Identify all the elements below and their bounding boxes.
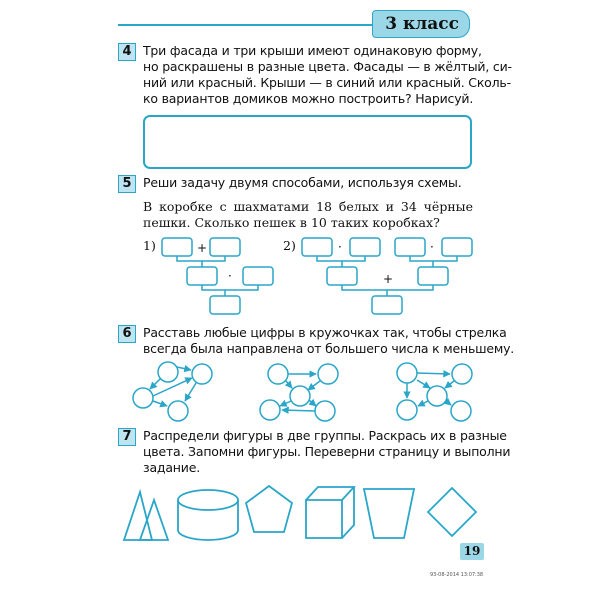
scheme-2-multiply-sign-right: · bbox=[430, 240, 434, 254]
task-5-problem-line-1: В коробке с шахматами 18 белых и 34 чёрные bbox=[143, 199, 473, 214]
graph-3-node[interactable] bbox=[397, 363, 417, 383]
scheme-2-label: 2) bbox=[283, 238, 296, 253]
graph-2-node[interactable] bbox=[290, 386, 310, 406]
graph-2-arrow bbox=[280, 401, 291, 406]
graph-3-node[interactable] bbox=[452, 364, 472, 384]
task-7-shapes bbox=[124, 486, 476, 540]
scheme-2-connector bbox=[342, 285, 387, 296]
cube-shape[interactable] bbox=[306, 487, 354, 538]
scheme-1-connector bbox=[177, 256, 202, 267]
task-4-line-3: ний или красный. Крыши — в синий или красный. Сколь- bbox=[143, 75, 511, 90]
task-5-number: 5 bbox=[118, 175, 136, 193]
graph-1-node[interactable] bbox=[158, 362, 178, 382]
graph-1-arrow bbox=[150, 379, 160, 389]
graph-3-node[interactable] bbox=[451, 401, 471, 421]
scheme-2-connector bbox=[410, 256, 433, 267]
scheme-1-box-sum[interactable] bbox=[187, 267, 217, 285]
graph-2-node[interactable] bbox=[260, 400, 280, 420]
task-4-line-1: Три фасада и три крыши имеют одинаковую форму, bbox=[143, 43, 482, 58]
rhombus-shape[interactable] bbox=[428, 488, 476, 536]
scheme-1-plus-sign: + bbox=[197, 241, 208, 255]
graph-3-arrow bbox=[445, 381, 454, 388]
task-6-line-1: Расставь любые цифры в кружочках так, чтобы стрелка bbox=[143, 325, 507, 340]
graph-1 bbox=[133, 362, 212, 421]
graph-1-node[interactable] bbox=[133, 388, 153, 408]
page-number: 19 bbox=[460, 543, 484, 560]
graph-2-node[interactable] bbox=[268, 364, 288, 384]
graph-2-node[interactable] bbox=[315, 401, 335, 421]
task-4-line-2: но раскрашены в разные цвета. Фасады — в жёлтый, си- bbox=[143, 59, 512, 74]
scheme-2-box-c[interactable] bbox=[395, 238, 425, 256]
task-7-line-1: Распредели фигуры в две группы. Раскрась их в разные bbox=[143, 428, 507, 443]
scheme-1-box-factor[interactable] bbox=[243, 267, 273, 285]
scheme-2-box-right-product[interactable] bbox=[418, 267, 448, 285]
task-4-number: 4 bbox=[118, 43, 136, 61]
graph-1-node[interactable] bbox=[168, 401, 188, 421]
scheme-1-multiply-sign: · bbox=[228, 269, 232, 283]
scheme-2-box-a[interactable] bbox=[302, 238, 332, 256]
graph-2-arrow bbox=[282, 410, 315, 411]
scheme-1-box-result[interactable] bbox=[210, 296, 240, 314]
task-7-line-3: задание. bbox=[143, 460, 200, 475]
graph-2-arrow bbox=[309, 400, 316, 406]
task-4-line-4: ко вариантов домиков можно построить? Нарисуй. bbox=[143, 91, 474, 106]
graph-2 bbox=[260, 364, 338, 421]
scheme-2-box-d[interactable] bbox=[442, 238, 472, 256]
scheme-2-box-b[interactable] bbox=[350, 238, 380, 256]
scheme-2-plus-sign: + bbox=[383, 272, 394, 286]
grade-label: 3 класс bbox=[385, 14, 459, 34]
graph-2-node[interactable] bbox=[318, 364, 338, 384]
print-info: 93-08-2014 13:07:38 bbox=[430, 572, 484, 578]
scheme-2-multiply-sign-left: · bbox=[338, 240, 342, 254]
scheme-1-box-b[interactable] bbox=[210, 238, 240, 256]
scheme-2-box-result[interactable] bbox=[372, 296, 402, 314]
task-5-intro: Реши задачу двумя способами, используя схемы. bbox=[143, 175, 462, 190]
graph-3-arrow bbox=[446, 401, 451, 405]
scheme-1-label: 1) bbox=[143, 238, 156, 253]
graph-3-node[interactable] bbox=[427, 386, 447, 406]
task-5-problem-line-2: пешки. Сколько пешек в 10 таких коробках? bbox=[143, 215, 440, 230]
task-6-line-2: всегда была направлена от большего числа к меньшему. bbox=[143, 341, 515, 356]
graph-3-arrow bbox=[418, 401, 428, 406]
scheme-2-connector bbox=[317, 256, 342, 267]
graph-3-arrow bbox=[417, 380, 430, 388]
cylinder-shape[interactable] bbox=[178, 490, 238, 540]
graph-3 bbox=[397, 363, 472, 421]
triangles-shape[interactable] bbox=[124, 492, 168, 540]
task-6-number: 6 bbox=[118, 325, 136, 343]
scheme-2-box-left-product[interactable] bbox=[327, 267, 357, 285]
graph-1-arrow bbox=[153, 401, 167, 406]
task-7-number: 7 bbox=[118, 428, 136, 446]
scheme-1-box-a[interactable] bbox=[162, 238, 192, 256]
graph-1-node[interactable] bbox=[192, 364, 212, 384]
graph-1-arrow bbox=[177, 367, 191, 370]
graph-2-arrow bbox=[308, 381, 320, 390]
trapezoid-shape[interactable] bbox=[364, 489, 414, 538]
scheme-1 bbox=[162, 238, 273, 314]
graph-1-arrow bbox=[185, 383, 196, 401]
pentagon-shape[interactable] bbox=[246, 486, 292, 532]
graph-2-arrow bbox=[286, 381, 292, 388]
graph-3-arrow bbox=[417, 373, 450, 374]
graph-3-node[interactable] bbox=[397, 400, 417, 420]
task-7-line-2: цвета. Запомни фигуры. Переверни страницу и выполни bbox=[143, 444, 511, 459]
scheme-1-connector bbox=[202, 285, 225, 296]
